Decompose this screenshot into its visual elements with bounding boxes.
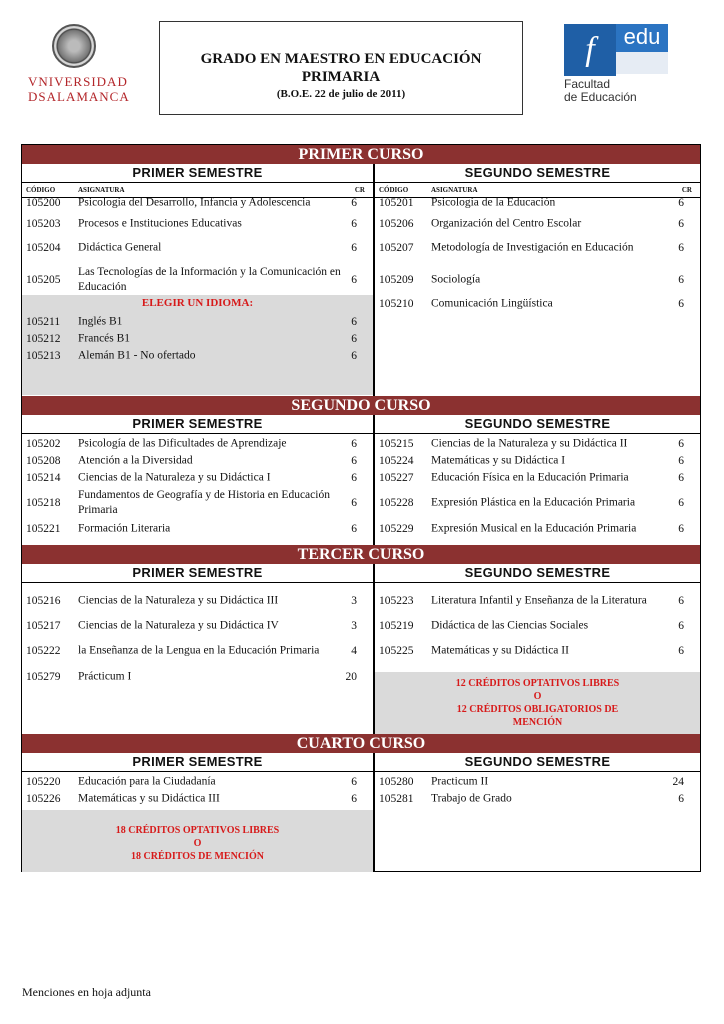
- semester-header: PRIMER SEMESTRE: [22, 753, 373, 772]
- year-band: CUARTO CURSO: [22, 734, 700, 753]
- subject-header: ASIGNATURA: [78, 186, 125, 194]
- course-row: [375, 191, 700, 215]
- degree-title-line1: GRADO EN MAESTRO EN EDUCACIÓN: [200, 51, 482, 67]
- course-code: 105200: [26, 197, 61, 209]
- course-credits: 6: [351, 217, 357, 230]
- university-name-line1: VNIVERSIDAD: [28, 74, 128, 89]
- course-name: Fundamentos de Geografía y de Historia en Educación Primaria: [78, 489, 330, 516]
- course-credits: 6: [678, 595, 684, 607]
- course-code: 105216: [26, 595, 61, 607]
- course-row: [375, 486, 700, 520]
- semester-header: SEGUNDO SEMESTRE: [375, 564, 700, 583]
- course-name: Matemáticas y su Didáctica II: [431, 644, 569, 657]
- course-code: 105211: [26, 315, 61, 328]
- column-divider: [373, 164, 375, 396]
- course-credits: 6: [351, 332, 357, 345]
- elective-note-line: 12 CRÉDITOS OPTATIVOS LIBRES: [455, 678, 620, 689]
- faculty-edu-word: edu: [616, 24, 668, 52]
- course-row: [22, 191, 373, 215]
- university-logo: [28, 24, 130, 104]
- course-row: [22, 634, 373, 668]
- course-row: [22, 520, 373, 537]
- course-code: 105212: [26, 332, 61, 345]
- code-header: CÓDIGO: [379, 186, 409, 194]
- course-code: 105205: [26, 273, 61, 286]
- course-credits: 6: [351, 242, 357, 254]
- course-name: Comunicación Lingüística: [431, 297, 553, 310]
- course-name: Ciencias de la Naturaleza y su Didáctica IV: [78, 619, 279, 631]
- course-code: 105226: [26, 792, 61, 805]
- elective-note-line: O: [193, 838, 202, 849]
- course-code: 105227: [379, 471, 414, 484]
- course-row: [375, 435, 700, 452]
- course-credits: 6: [678, 454, 684, 467]
- course-code: 105221: [26, 522, 61, 535]
- course-name: Prácticum I: [78, 670, 132, 682]
- course-row: [22, 232, 373, 264]
- credits-header: CR: [681, 186, 692, 194]
- course-credits: 3: [351, 595, 357, 607]
- semester-header: SEGUNDO SEMESTRE: [375, 415, 700, 434]
- course-credits: 6: [678, 197, 684, 209]
- footer-note: Menciones en hoja adjunta: [22, 985, 151, 999]
- course-row: [375, 452, 700, 469]
- course-name: Sociología: [431, 273, 481, 285]
- course-name: Organización del Centro Escolar: [431, 217, 582, 229]
- course-credits: 6: [351, 315, 357, 328]
- course-row: [22, 773, 373, 790]
- course-name: Psicología de la Educación: [431, 196, 556, 209]
- course-credits: 6: [351, 197, 357, 209]
- course-row: [375, 469, 700, 486]
- course-row: [22, 435, 373, 452]
- semester-header: PRIMER SEMESTRE: [22, 164, 373, 183]
- course-code: 105279: [26, 670, 61, 683]
- course-code: 105218: [26, 497, 61, 509]
- course-row: [375, 773, 700, 790]
- course-credits: 6: [351, 437, 357, 450]
- course-credits: 6: [678, 792, 684, 805]
- course-credits: 6: [678, 522, 684, 535]
- course-code: 105228: [379, 497, 414, 509]
- course-credits: 20: [345, 670, 357, 683]
- course-credits: 6: [678, 619, 684, 632]
- course-credits: 3: [351, 619, 357, 632]
- course-name: Expresión Plástica en la Educación Primaria: [431, 496, 636, 509]
- course-name: Psicología de las Dificultades de Aprendizaje: [78, 437, 287, 449]
- course-credits: 4: [351, 645, 357, 657]
- year-band: TERCER CURSO: [22, 545, 700, 564]
- column-divider: [373, 564, 375, 734]
- course-row: [22, 330, 373, 347]
- course-code: 105281: [379, 792, 414, 805]
- course-name: Francés B1: [78, 332, 131, 344]
- course-code: 105214: [26, 471, 61, 484]
- course-code: 105220: [26, 775, 61, 788]
- course-row: [22, 469, 373, 486]
- course-credits: 6: [351, 471, 357, 484]
- course-code: 105206: [379, 217, 414, 230]
- faculty-logo: [564, 24, 670, 108]
- course-row: [22, 668, 373, 685]
- choose-language-label: ELEGIR UN IDIOMA:: [141, 297, 254, 309]
- course-row: [375, 264, 700, 295]
- course-code: 105223: [379, 595, 414, 607]
- course-name: Alemán B1 - No ofertado: [78, 349, 196, 361]
- course-name: Procesos e Instituciones Educativas: [78, 217, 242, 229]
- course-row: [375, 232, 700, 264]
- column-divider: [373, 415, 375, 545]
- code-header: CÓDIGO: [26, 186, 56, 194]
- course-code: 105204: [26, 242, 61, 254]
- course-code: 105201: [379, 197, 414, 209]
- course-name: Practicum II: [431, 775, 489, 787]
- course-row: [375, 215, 700, 232]
- university-name-line2: DSALAMANCA: [28, 89, 130, 104]
- course-credits: 6: [351, 497, 357, 509]
- elective-note-line: 12 CRÉDITOS OBLIGATORIOS DE: [456, 704, 619, 715]
- course-row: [375, 520, 700, 537]
- year-band: PRIMER CURSO: [22, 145, 700, 164]
- course-name: Didáctica de las Ciencias Sociales: [431, 619, 589, 631]
- course-name: Atención a la Diversidad: [78, 454, 193, 466]
- course-credits: 6: [678, 645, 684, 657]
- course-code: 105219: [379, 619, 414, 632]
- faculty-f-icon: f: [564, 24, 616, 76]
- elective-note-line: MENCIÓN: [512, 717, 563, 728]
- course-row: [22, 313, 373, 330]
- semester-header: SEGUNDO SEMESTRE: [375, 164, 700, 183]
- elective-note-line: O: [533, 691, 542, 702]
- course-name: Trabajo de Grado: [431, 792, 512, 804]
- course-code: 105224: [379, 454, 414, 467]
- course-credits: 6: [351, 522, 357, 535]
- elective-note-line: 18 CRÉDITOS OPTATIVOS LIBRES: [115, 825, 280, 836]
- title-box: [159, 21, 523, 115]
- course-code: 105210: [379, 298, 414, 310]
- course-row: [375, 634, 700, 668]
- course-name: Literatura Infantil y Enseñanza de la Literatura: [431, 594, 647, 607]
- faculty-name: Facultad de Educación: [564, 77, 637, 104]
- course-name: Ciencias de la Naturaleza y su Didáctica I: [78, 471, 271, 483]
- course-code: 105229: [379, 522, 414, 535]
- semester-header: SEGUNDO SEMESTRE: [375, 753, 700, 772]
- course-name: Ciencias de la Naturaleza y su Didáctica II: [431, 437, 628, 449]
- course-row: [22, 264, 373, 295]
- course-credits: 6: [678, 497, 684, 509]
- course-name: Matemáticas y su Didáctica I: [431, 454, 566, 466]
- course-name: Ciencias de la Naturaleza y su Didáctica III: [78, 594, 279, 607]
- column-divider: [373, 753, 375, 872]
- course-code: 105222: [26, 645, 61, 657]
- course-code: 105207: [379, 242, 414, 254]
- course-row: [375, 295, 700, 313]
- course-credits: 24: [672, 775, 684, 788]
- course-code: 105209: [379, 273, 414, 286]
- course-code: 105225: [379, 645, 414, 657]
- course-row: [22, 215, 373, 232]
- course-code: 105203: [26, 217, 61, 230]
- semester-header: PRIMER SEMESTRE: [22, 564, 373, 583]
- course-row: [22, 790, 373, 807]
- university-seal-icon: [52, 24, 96, 68]
- course-row: [375, 790, 700, 807]
- course-name: Didáctica General: [78, 241, 162, 254]
- course-name: Psicología del Desarrollo, Infancia y Adolescencia: [78, 196, 311, 209]
- course-credits: 6: [678, 242, 684, 254]
- subject-header: ASIGNATURA: [431, 186, 478, 194]
- course-name: Metodología de Investigación en Educación: [431, 241, 634, 254]
- degree-title-line2: PRIMARIA: [301, 69, 381, 85]
- elective-note-line: 18 CRÉDITOS DE MENCIÓN: [131, 851, 264, 862]
- course-code: 105213: [26, 349, 61, 362]
- course-code: 105280: [379, 775, 414, 788]
- course-credits: 6: [678, 217, 684, 230]
- course-row: [22, 486, 373, 520]
- course-name: Las Tecnologías de la Información y la Comunicación en Educación: [78, 265, 341, 293]
- course-row: [375, 585, 700, 617]
- course-name: Educación para la Ciudadanía: [78, 775, 216, 787]
- course-credits: 6: [351, 454, 357, 467]
- course-credits: 6: [678, 273, 684, 286]
- course-row: [22, 617, 373, 634]
- course-name: Matemáticas y su Didáctica III: [78, 792, 220, 804]
- course-credits: 6: [678, 471, 684, 484]
- boe-reference: (B.O.E. 22 de julio de 2011): [276, 88, 406, 100]
- course-code: 105217: [26, 619, 61, 632]
- course-credits: 6: [678, 298, 684, 310]
- course-credits: 6: [351, 775, 357, 788]
- curriculum-table: [21, 144, 701, 872]
- course-row: [22, 347, 373, 364]
- course-row: [22, 452, 373, 469]
- course-credits: 6: [351, 792, 357, 805]
- course-credits: 6: [351, 273, 357, 286]
- year-band: SEGUNDO CURSO: [22, 396, 700, 415]
- course-name: Inglés B1: [78, 315, 123, 327]
- course-row: [375, 617, 700, 634]
- degree-title: [160, 50, 522, 86]
- course-row: [22, 585, 373, 617]
- course-name: la Enseñanza de la Lengua en la Educación Primaria: [78, 644, 320, 657]
- course-name: Expresión Musical en la Educación Primaria: [431, 522, 637, 534]
- course-code: 105215: [379, 437, 414, 450]
- course-code: 105202: [26, 437, 61, 450]
- course-name: Educación Física en la Educación Primaria: [431, 471, 629, 483]
- semester-header: PRIMER SEMESTRE: [22, 415, 373, 434]
- course-credits: 6: [351, 349, 357, 362]
- course-credits: 6: [678, 437, 684, 450]
- course-code: 105208: [26, 454, 61, 467]
- credits-header: CR: [354, 186, 365, 194]
- course-name: Formación Literaria: [78, 522, 171, 534]
